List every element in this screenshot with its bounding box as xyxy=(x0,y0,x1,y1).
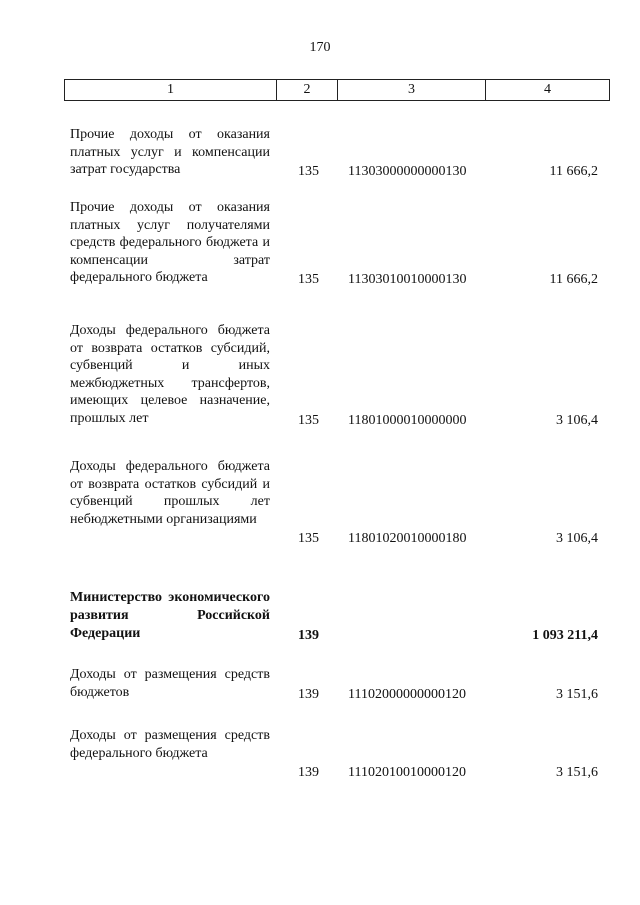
row-code: 139 xyxy=(298,764,319,780)
column-header-table xyxy=(64,79,610,101)
table-row xyxy=(0,199,640,288)
table-row-ministry xyxy=(0,589,640,644)
row-amount: 11 666,2 xyxy=(549,271,598,287)
row-amount: 3 151,6 xyxy=(556,764,598,780)
table-row xyxy=(0,727,640,781)
row-name: Доходы от размещения средств федерального бюджета xyxy=(70,728,270,761)
row-code: 135 xyxy=(298,530,319,546)
row-amount: 3 106,4 xyxy=(556,412,598,428)
table-row xyxy=(0,458,640,547)
row-kbk: 11102000000000120 xyxy=(348,686,466,702)
row-amount: 3 106,4 xyxy=(556,530,598,546)
row-code: 135 xyxy=(298,412,319,428)
column-header-row xyxy=(65,80,610,101)
row-amount: 11 666,2 xyxy=(549,163,598,179)
row-name: Доходы от размещения средств бюджетов xyxy=(70,667,270,700)
table-row xyxy=(0,126,640,180)
row-kbk: 11801020010000180 xyxy=(348,530,467,546)
column-header-4: 4 xyxy=(486,80,610,101)
row-name: Прочие доходы от оказания платных услуг получателями средств федерального бюджета и компенсации затрат федерального бюджета xyxy=(70,200,270,285)
row-name: Прочие доходы от оказания платных услуг и компенсации затрат государства xyxy=(70,127,270,177)
row-kbk: 11303010010000130 xyxy=(348,271,467,287)
page-number: 170 xyxy=(309,40,331,55)
row-amount: 3 151,6 xyxy=(556,686,598,702)
column-header-1: 1 xyxy=(65,80,277,101)
row-kbk: 11102010010000120 xyxy=(348,764,466,780)
table-row xyxy=(0,322,640,429)
row-code: 139 xyxy=(298,627,319,643)
column-header-2: 2 xyxy=(277,80,338,101)
row-code: 135 xyxy=(298,271,319,287)
table-row xyxy=(0,666,640,703)
row-name: Доходы федерального бюджета от возврата остатков субсидий, субвенций и иных межбюджетных трансфертов, имеющих целевое назначение, прошлых лет xyxy=(70,323,270,426)
row-kbk: 11303000000000130 xyxy=(348,163,467,179)
row-name: Министерство экономического развития Российской Федерации xyxy=(70,590,270,641)
column-header-3: 3 xyxy=(338,80,486,101)
row-code: 135 xyxy=(298,163,319,179)
row-amount: 1 093 211,4 xyxy=(532,627,598,643)
row-name: Доходы федерального бюджета от возврата остатков субсидий и субвенций прошлых лет небюджетными организациями xyxy=(70,459,270,527)
row-code: 139 xyxy=(298,686,319,702)
row-kbk: 11801000010000000 xyxy=(348,412,467,428)
